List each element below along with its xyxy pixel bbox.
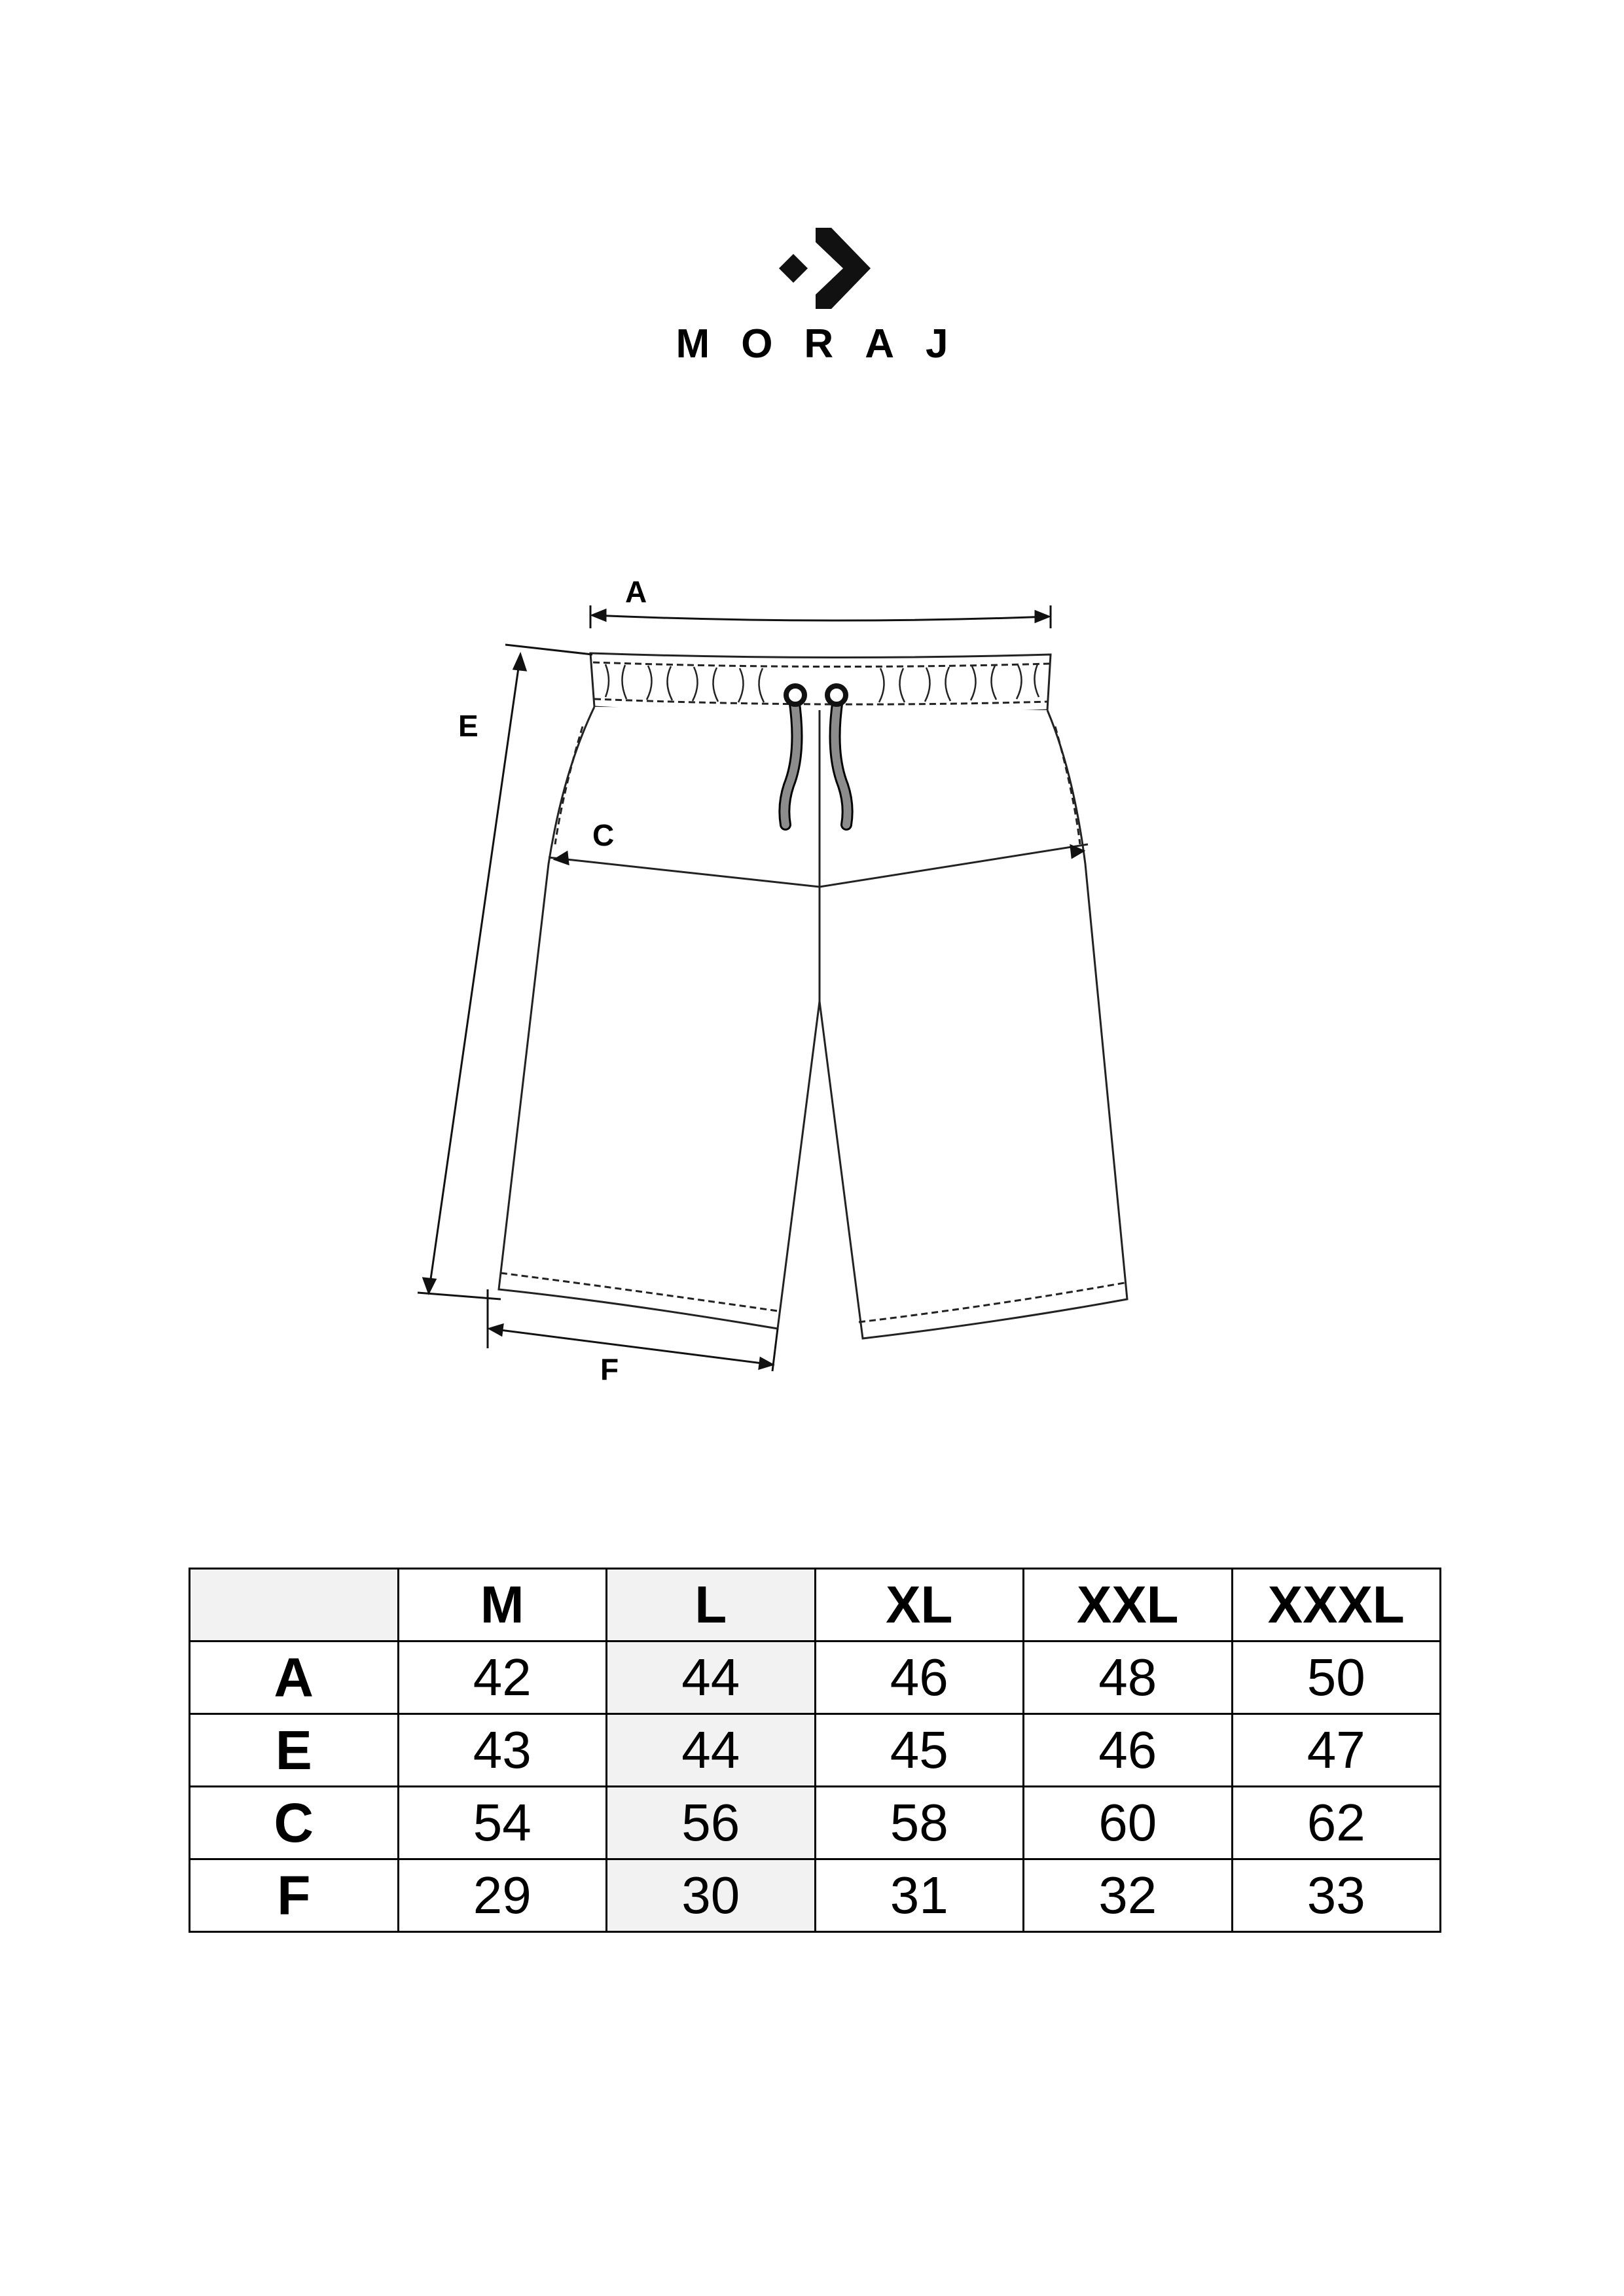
row-label: E: [190, 1714, 399, 1787]
label-a: A: [625, 575, 647, 609]
shorts-outline: [499, 707, 1127, 1338]
table-cell: 42: [398, 1641, 607, 1714]
column-header: M: [398, 1569, 607, 1641]
table-cell: 50: [1232, 1641, 1441, 1714]
row-label: F: [190, 1859, 399, 1932]
table-cell: 54: [398, 1787, 607, 1859]
label-c: C: [592, 818, 615, 852]
table-cell: 32: [1024, 1859, 1233, 1932]
column-header: L: [607, 1569, 816, 1641]
table-cell: 60: [1024, 1787, 1233, 1859]
table-cell: 48: [1024, 1641, 1233, 1714]
table-cell: 56: [607, 1787, 816, 1859]
table-cell: 46: [1024, 1714, 1233, 1787]
row-label: C: [190, 1787, 399, 1859]
table-cell: 47: [1232, 1714, 1441, 1787]
brand-name: MORAJ: [676, 321, 980, 367]
table-row: [190, 1714, 1441, 1787]
table-cell: 44: [607, 1641, 816, 1714]
table-cell: 45: [815, 1714, 1024, 1787]
table-cell: 31: [815, 1859, 1024, 1932]
table-corner-cell: [190, 1569, 399, 1641]
table-header-row: [190, 1569, 1441, 1641]
size-table: [189, 1568, 1441, 1933]
table-cell: 44: [607, 1714, 816, 1787]
column-header: XXL: [1024, 1569, 1233, 1641]
table-cell: 30: [607, 1859, 816, 1932]
table-cell: 43: [398, 1714, 607, 1787]
table-cell: 46: [815, 1641, 1024, 1714]
table-cell: 29: [398, 1859, 607, 1932]
table-cell: 62: [1232, 1787, 1441, 1859]
column-header: XXXL: [1232, 1569, 1441, 1641]
table-row: [190, 1787, 1441, 1859]
table-cell: 58: [815, 1787, 1024, 1859]
table-row: [190, 1641, 1441, 1714]
table-cell: 33: [1232, 1859, 1441, 1932]
label-e: E: [458, 709, 478, 743]
table-row: [190, 1859, 1441, 1932]
column-header: XL: [815, 1569, 1024, 1641]
label-f: F: [600, 1352, 619, 1386]
row-label: A: [190, 1641, 399, 1714]
